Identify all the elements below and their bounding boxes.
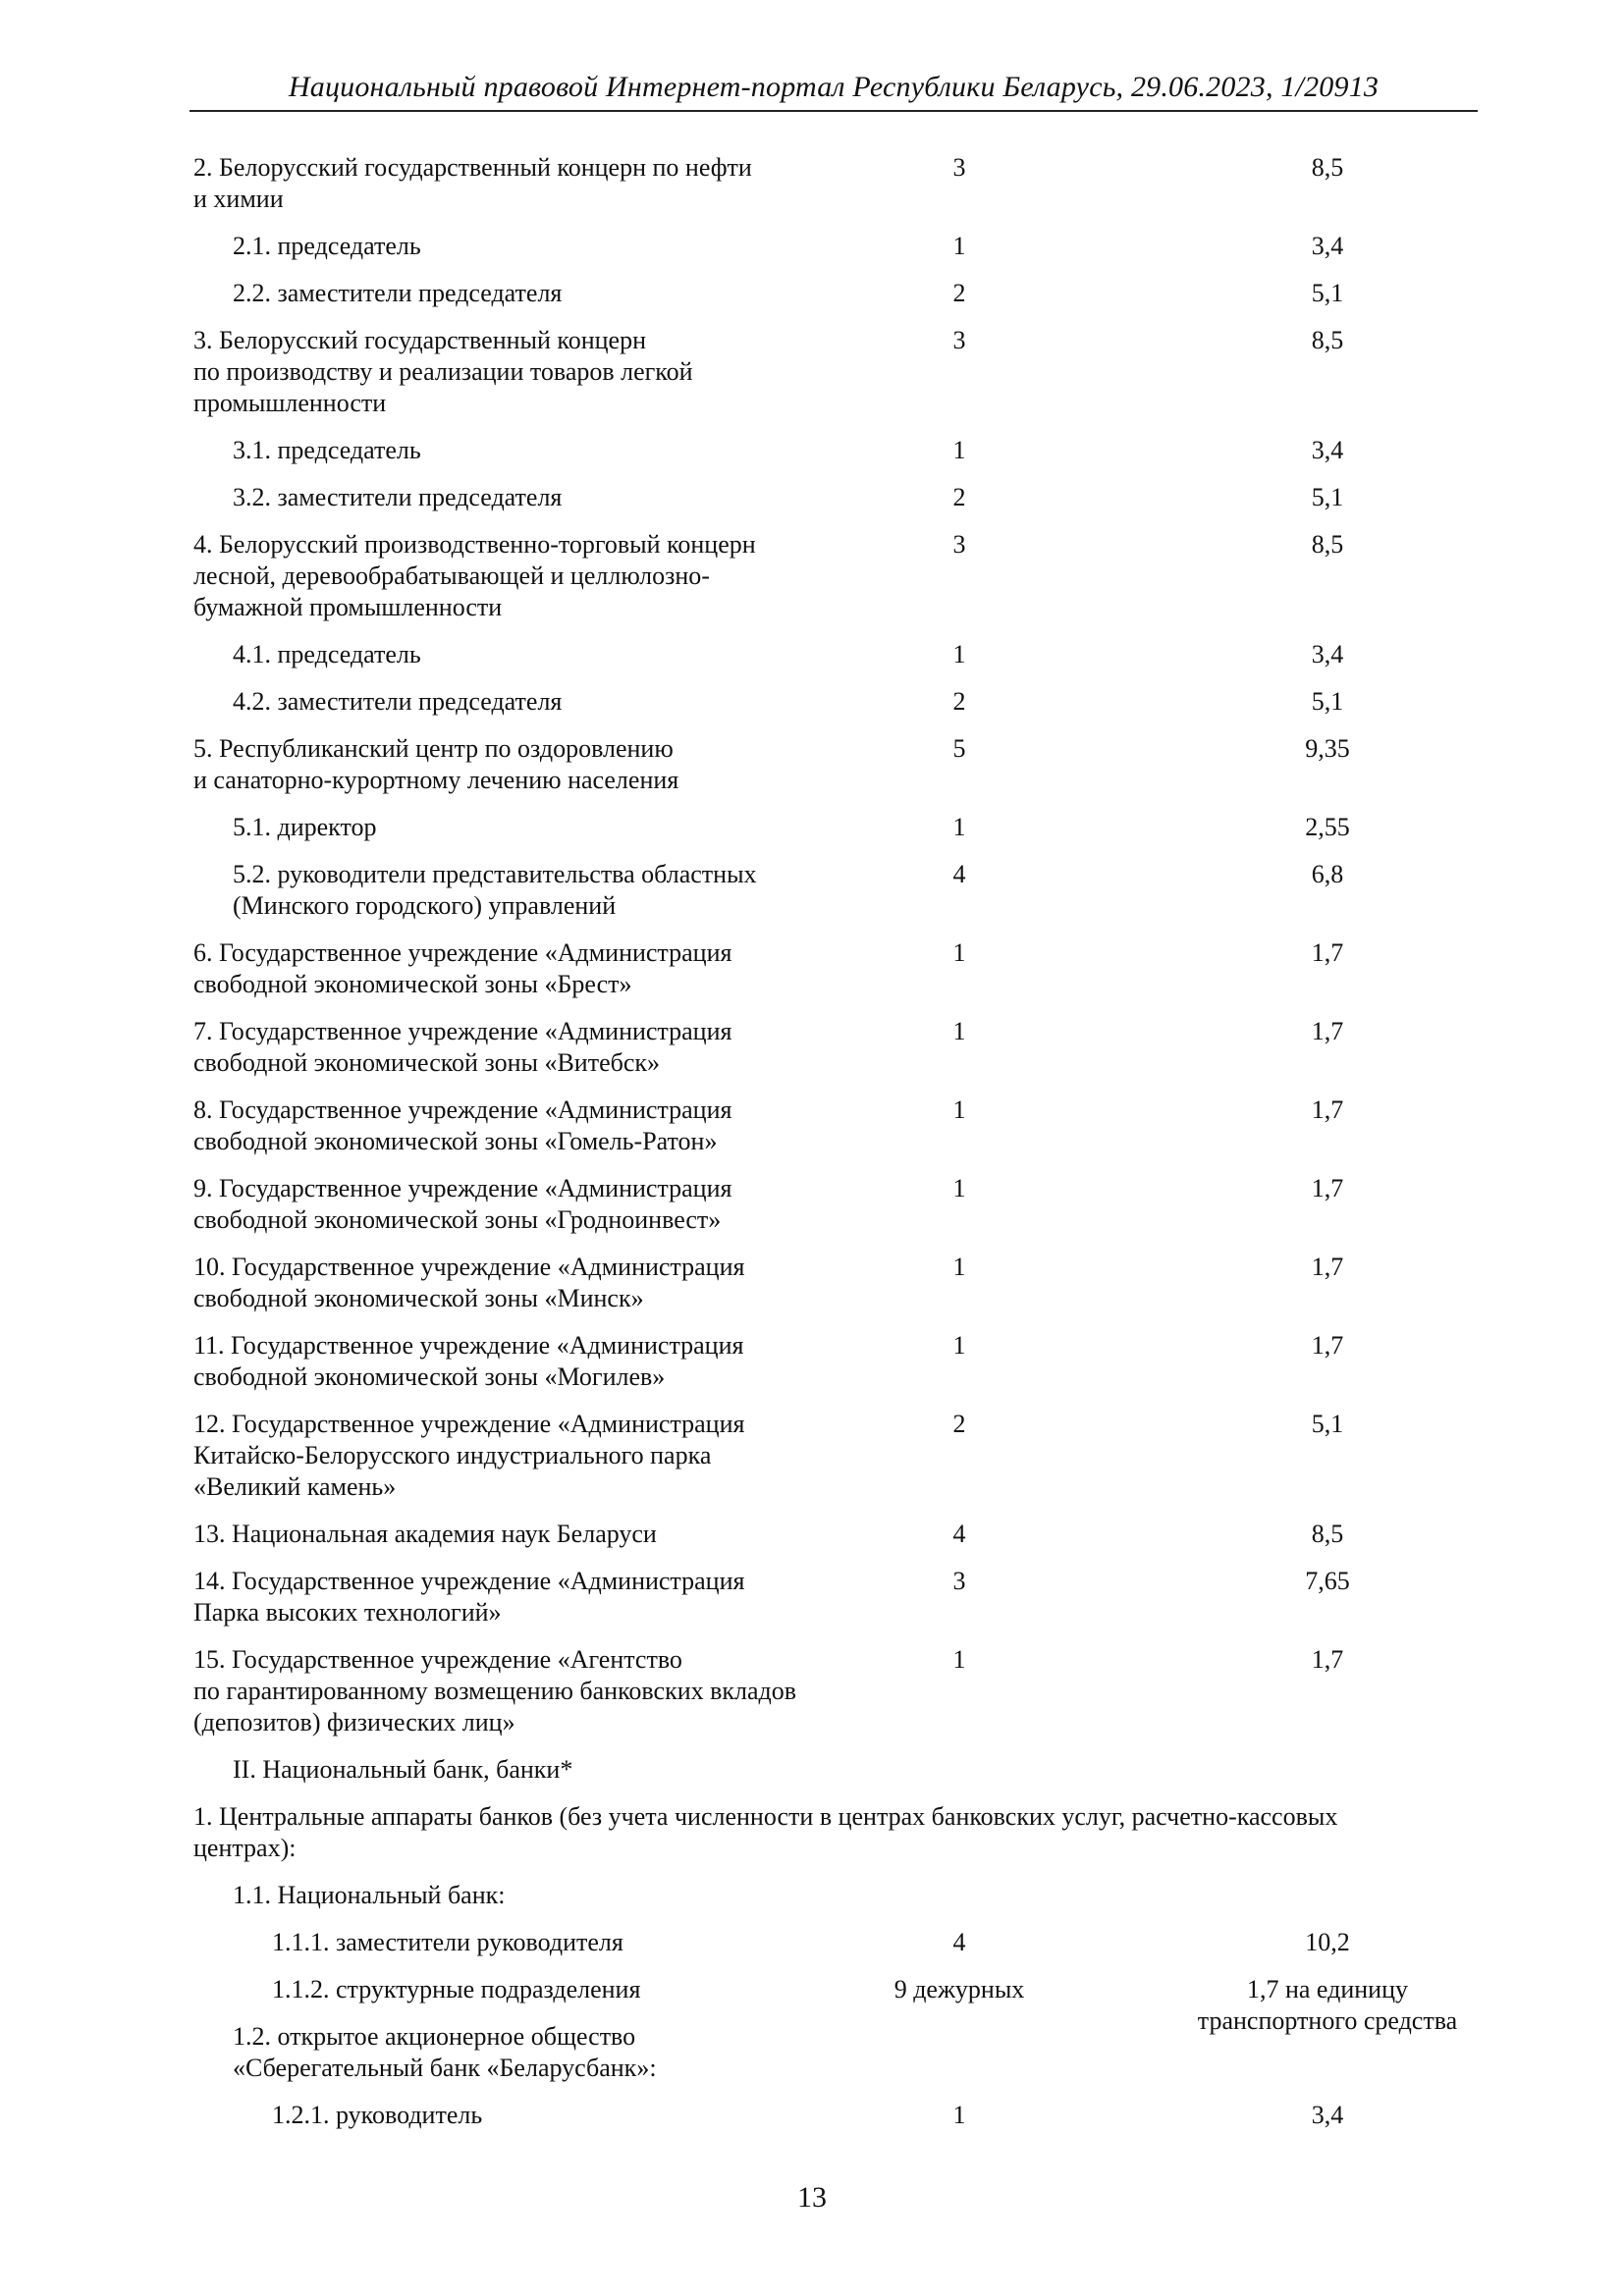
row-quantity: 1 xyxy=(952,1095,966,1124)
row-norm: 8,5 xyxy=(1311,326,1344,354)
row-norm: 1,7 xyxy=(1311,1253,1344,1281)
row-name: 1.1.1. заместители руководителя xyxy=(272,1928,623,1956)
table-row xyxy=(193,1095,1480,1157)
row-name: 2.2. заместители председателя xyxy=(233,279,563,307)
table-row xyxy=(193,1754,1480,1786)
table-row xyxy=(193,1566,1480,1629)
table-row xyxy=(193,1644,1480,1738)
row-norm: 1,7 xyxy=(1311,1174,1344,1202)
table-row xyxy=(193,1252,1480,1314)
row-quantity: 1 xyxy=(952,1174,966,1202)
row-name: 10. Государственное учреждение «Администрация свободной экономической зоны «Минск» xyxy=(193,1253,745,1312)
row-norm: 7,65 xyxy=(1305,1567,1350,1595)
row-norm: 3,4 xyxy=(1311,232,1344,260)
row-norm: 1,7 на единицу транспортного средства xyxy=(1197,1975,1458,2035)
row-name: 11. Государственное учреждение «Администрация свободной экономической зоны «Могилев» xyxy=(193,1331,744,1391)
row-name: 1.1.2. структурные подразделения xyxy=(272,1975,641,2003)
row-name: 3. Белорусский государственный концерн по производству и реализации товаров легкой промышленности xyxy=(193,326,693,417)
table-row xyxy=(193,435,1480,466)
table-row xyxy=(193,1974,1480,2035)
row-quantity: 1 xyxy=(952,2101,966,2129)
row-norm: 5,1 xyxy=(1311,1410,1344,1438)
row-name: 14. Государственное учреждение «Администрация Парка высоких технологий» xyxy=(193,1567,745,1627)
row-norm: 6,8 xyxy=(1311,860,1344,888)
row-quantity: 4 xyxy=(952,860,966,888)
row-quantity: 3 xyxy=(952,153,966,182)
row-quantity: 1 xyxy=(952,813,966,841)
row-name: 13. Национальная академия наук Беларуси xyxy=(193,1520,657,1548)
row-name: 5.1. директор xyxy=(233,813,377,841)
row-quantity: 1 xyxy=(952,640,966,668)
row-name: 5.2. руководители представительства областных (Минского городского) управлений xyxy=(233,860,757,920)
table-row xyxy=(193,529,1480,623)
row-name: 9. Государственное учреждение «Администрация свободной экономической зоны «Гродноинвест» xyxy=(193,1174,732,1234)
table-row xyxy=(193,1801,1480,1864)
row-quantity: 3 xyxy=(952,1567,966,1595)
row-norm: 1,7 xyxy=(1311,1645,1344,1674)
table-row xyxy=(193,325,1480,419)
row-quantity: 1 xyxy=(952,1017,966,1045)
row-name: 1.1. Национальный банк: xyxy=(233,1881,506,1909)
row-quantity: 2 xyxy=(952,279,966,307)
table-row xyxy=(193,152,1480,215)
row-name: 4.2. заместители председателя xyxy=(233,687,563,716)
row-name: 1.2.1. руководитель xyxy=(272,2101,483,2129)
row-norm: 3,4 xyxy=(1311,436,1344,464)
row-name: 4.1. председатель xyxy=(233,640,421,668)
row-norm: 3,4 xyxy=(1311,640,1344,668)
row-name: 7. Государственное учреждение «Администрация свободной экономической зоны «Витебск» xyxy=(193,1017,732,1077)
row-name: 12. Государственное учреждение «Администрация Китайско-Белорусского индустриального парка «Великий камень» xyxy=(193,1410,745,1501)
row-quantity: 1 xyxy=(952,1645,966,1674)
row-norm: 8,5 xyxy=(1311,153,1344,182)
row-norm: 10,2 xyxy=(1305,1928,1350,1956)
norms-table xyxy=(193,152,1480,2147)
table-row xyxy=(193,1330,1480,1393)
table-row xyxy=(193,1880,1480,1911)
row-quantity: 1 xyxy=(952,1331,966,1360)
row-norm: 5,1 xyxy=(1311,483,1344,511)
row-quantity: 1 xyxy=(952,232,966,260)
row-norm: 5,1 xyxy=(1311,687,1344,716)
row-quantity: 4 xyxy=(952,1928,966,1956)
row-norm: 8,5 xyxy=(1311,530,1344,559)
row-quantity: 1 xyxy=(952,1253,966,1281)
page-header: Национальный правовой Интернет-портал Республики Беларусь, 29.06.2023, 1/20913 xyxy=(189,71,1478,112)
table-row xyxy=(193,1927,1480,1958)
row-norm: 1,7 xyxy=(1311,1331,1344,1360)
row-quantity: 1 xyxy=(952,436,966,464)
table-row xyxy=(193,937,1480,1000)
row-quantity: 2 xyxy=(952,483,966,511)
row-norm: 1,7 xyxy=(1311,1095,1344,1124)
row-name: 1. Центральные аппараты банков (без учета численности в центрах банковских услуг, расчетно-кассовых центрах): xyxy=(193,1802,1338,1862)
table-row xyxy=(193,1409,1480,1503)
row-name: 1.2. открытое акционерное общество «Сберегательный банк «Беларусбанк»: xyxy=(233,2022,657,2082)
table-row xyxy=(193,1173,1480,1236)
row-norm: 2,55 xyxy=(1305,813,1350,841)
row-name: 3.2. заместители председателя xyxy=(233,483,563,511)
table-row xyxy=(193,482,1480,513)
row-quantity: 2 xyxy=(952,1410,966,1438)
table-row xyxy=(193,859,1480,922)
row-name: 6. Государственное учреждение «Администрация свободной экономической зоны «Брест» xyxy=(193,938,732,998)
row-name: 15. Государственное учреждение «Агентство по гарантированному возмещению банковских вкладов (депозитов) физических лиц» xyxy=(193,1645,797,1736)
table-row xyxy=(193,1016,1480,1079)
row-norm: 1,7 xyxy=(1311,1017,1344,1045)
row-quantity: 2 xyxy=(952,687,966,716)
page-number: 13 xyxy=(797,2181,827,2214)
table-row xyxy=(193,686,1480,718)
row-name: II. Национальный банк, банки* xyxy=(233,1755,573,1784)
row-norm: 9,35 xyxy=(1305,734,1350,763)
row-name: 2. Белорусский государственный концерн по нефти и химии xyxy=(193,153,752,213)
row-quantity: 4 xyxy=(952,1520,966,1548)
row-quantity: 3 xyxy=(952,530,966,559)
table-row xyxy=(193,2100,1480,2131)
row-norm: 8,5 xyxy=(1311,1520,1344,1548)
table-row xyxy=(193,278,1480,309)
row-norm: 5,1 xyxy=(1311,279,1344,307)
row-name: 8. Государственное учреждение «Администрация свободной экономической зоны «Гомель-Ратон» xyxy=(193,1095,732,1155)
row-name: 2.1. председатель xyxy=(233,232,421,260)
row-name: 5. Республиканский центр по оздоровлению и санаторно-курортному лечению населения xyxy=(193,734,679,794)
row-name: 4. Белорусский производственно-торговый концерн лесной, деревообрабатывающей и целлюлозно- бумажной промышленности xyxy=(193,530,756,621)
row-quantity: 3 xyxy=(952,326,966,354)
row-name: 3.1. председатель xyxy=(233,436,421,464)
table-row xyxy=(193,733,1480,796)
table-row xyxy=(193,1519,1480,1550)
row-norm: 3,4 xyxy=(1311,2101,1344,2129)
table-row xyxy=(193,231,1480,262)
table-row xyxy=(193,639,1480,670)
table-row xyxy=(193,812,1480,843)
row-quantity: 1 xyxy=(952,938,966,967)
row-norm: 1,7 xyxy=(1311,938,1344,967)
row-quantity: 5 xyxy=(952,734,966,763)
table-row xyxy=(193,2021,1480,2084)
row-quantity: 9 дежурных xyxy=(893,1975,1025,2003)
